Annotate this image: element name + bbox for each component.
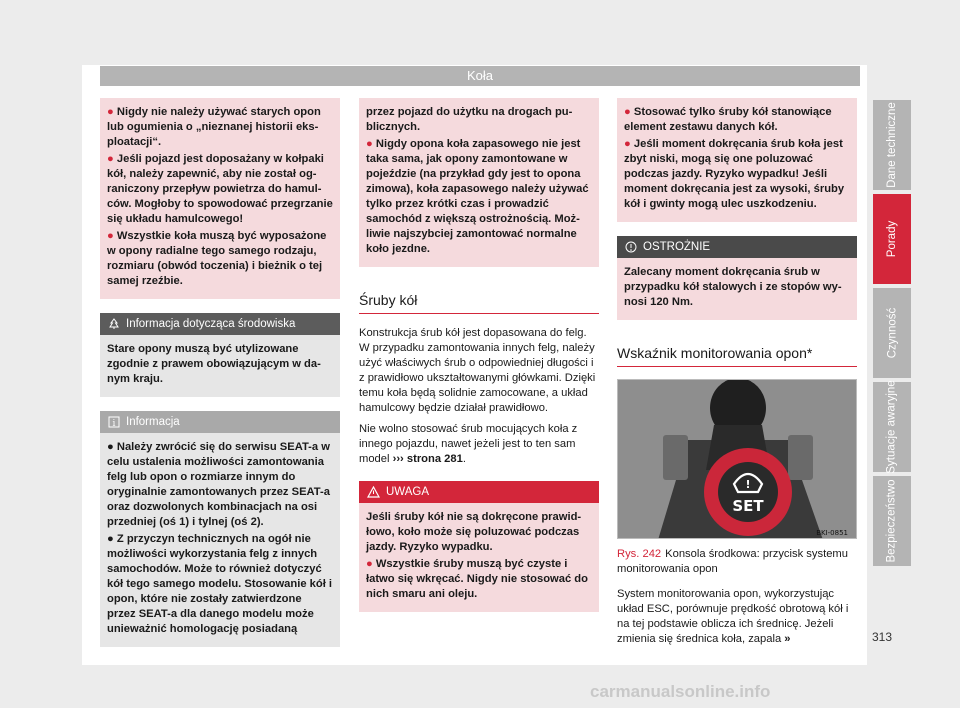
notice-box: OSTROŻNIE Zalecany moment dokręcania śrub w przypadku kół stalowych i ze stopów wynosi 120 Nm. xyxy=(617,236,857,320)
tab-czynnosc[interactable]: Czynność xyxy=(873,288,911,378)
tab-bezpieczenstwo[interactable]: Bezpieczeństwo xyxy=(873,476,911,566)
figure-code: BKI-0851 xyxy=(816,529,848,537)
bullet-icon: ● xyxy=(107,230,117,242)
notice-box-title: OSTROŻNIE xyxy=(643,241,711,253)
bullet-icon: ● xyxy=(624,106,634,118)
warning-triangle-icon xyxy=(367,486,380,498)
page-header: Koła xyxy=(100,66,860,86)
section-title-wheel-bolts: Śruby kół xyxy=(359,293,599,314)
figure-caption: Rys. 242 Konsola środkowa: przycisk systemu monitorowania opon xyxy=(617,548,848,575)
page-number: 313 xyxy=(872,630,893,644)
figure-tpms-button xyxy=(617,379,857,539)
column-3 xyxy=(617,98,857,653)
caution-box: UWAGA Jeśli śruby kół nie są dokręcone prawidłowo, koło może się poluzować podczas jazdy. Ryzyko wypadku. ● Wszystkie śruby muszą być czyste i łatwo się wkręcać. Nigdy nie stosować do nich smaru ani oleju. xyxy=(359,481,599,612)
info-box-title: Informacja xyxy=(126,416,180,428)
bullet-icon: ● xyxy=(107,106,117,118)
section-title-tpms: Wskaźnik monitorowania opon* xyxy=(617,346,857,367)
bullet-icon: ● xyxy=(366,138,376,150)
watermark: carmanualsonline.info xyxy=(590,682,771,701)
tab-dane-techniczne[interactable]: Dane techniczne xyxy=(873,100,911,190)
continued-arrow-icon: » xyxy=(784,633,791,645)
warning-continuation-box: ● Nigdy nie należy używać starych opon lub ogumienia o „nieznanej historii eksploatacji“. ● Jeśli pojazd jest doposażany w kołpaki kół, należy zapewnić, aby nie został ograniczony przepływ powietrza do hamulców. Mogłoby to spowodować przegrzanie się układu hamulcowego! ● Wszystkie koła muszą być wyposażone w opony radialne tego samego rodzaju, rozmiaru (obwód toczenia) i bieżnik o tej samej rzeźbie. xyxy=(100,98,340,299)
bullet-icon: ● xyxy=(107,153,117,165)
column-2: przez pojazd do użytku na drogach publicznych. ● Nigdy opona koła zapasowego nie jest taka sama, jak opony zamontowane w pojeździe (na przykład gdy jest to opona zimowa), koła zapasowego należy używać tylko przez krótki czas i prowadzić samochód z większą ostrożnością. Możliwie najszybciej zamontować normalne koło jezdne. Śruby kół Konstrukcja śrub kół jest dopasowana do felg. W przypadku zamontowania innych felg, należy użyć właściwych śrub o odpowiedniej długości i z prawidłowo ukształtowanymi główkami. Dzięki temu koła będą solidnie zamocowane, a układ hamulcowy będzie działał prawidłowo. Nie wolno stosować śrub mocujących koła z innego pojazdu, nawet jeżeli jest to ten sam model ››› strona 281. UWAGA Jeśli śruby kół nie są dokręcone prawidłowo, koło może się poluzować podczas jazdy. Ryzyko wypadku. ● Wszystkie śruby muszą być czyste i łatwo się wkręcać. Nigdy nie stosować do nich smaru ani oleju. xyxy=(359,98,599,612)
info-box: i Informacja ● Należy zwrócić się do serwisu SEAT-a w celu ustalenia możliwości zamontowania felg lub opon o rozmiarze innym do oryginalnie zamontowanych przez SEAT-a oraz dozwolonych kombinacjach na osi przedniej (oś 1) i tylnej (oś 2). ● Z przyczyn technicznych na ogół nie możliwości wykorzystania felg z innych samochodów. Może to również dotyczyć kół tego samego modelu. Stosowanie kół i opon, które nie zostały zatwierdzone przez SEAT-a dla danego modelu może unieważnić homologację posiadaną xyxy=(100,411,340,647)
svg-text:i: i xyxy=(112,419,116,428)
warning-continuation-box-3: ● Stosować tylko śruby kół stanowiące element zestawu danych kół. ● Jeśli moment dokręcania śrub koła jest zbyt niski, mogą się one poluzować podczas jazdy. Ryzyko wypadku! Jeśli moment dokręcania jest za wysoki, śruby kół i gwinty mogą ulec uszkodzeniu. xyxy=(617,98,857,222)
caution-box-title: UWAGA xyxy=(386,486,430,498)
set-button-label: SET xyxy=(732,497,764,515)
console-illustration xyxy=(618,380,857,539)
bullet-icon: ● xyxy=(624,138,634,150)
paragraph: Konstrukcja śrub kół jest dopasowana do felg. W przypadku zamontowania innych felg, należy użyć właściwych śrub o odpowiedniej długości i z prawidłowo ukształtowanymi główkami. Dzięki temu koła będą solidnie zamocowane, a układ hamulcowy będzie działał prawidłowo. xyxy=(359,327,596,414)
bullet-icon: ● xyxy=(366,558,376,570)
warning-continuation-box-2: przez pojazd do użytku na drogach publicznych. ● Nigdy opona koła zapasowego nie jest taka sama, jak opony zamontowane w pojeździe (na przykład gdy jest to opona zimowa), koła zapasowego należy używać tylko przez krótki czas i prowadzić samochód z większą ostrożnością. Możliwie najszybciej zamontować normalne koło jezdne. xyxy=(359,98,599,267)
svg-text:!: ! xyxy=(745,478,751,491)
tab-sytuacje-awaryjne[interactable]: Sytuacje awaryjne xyxy=(873,382,911,472)
page-reference-link[interactable]: ››› strona 281 xyxy=(392,453,463,465)
tab-porady[interactable]: Porady xyxy=(873,194,911,284)
column-1 xyxy=(100,98,340,647)
environment-box-title: Informacja dotycząca środowiska xyxy=(126,318,296,330)
environment-box-text: Stare opony muszą być utylizowane zgodnie z prawem obowiązującym w danym kraju. xyxy=(107,343,321,385)
paragraph: System monitorowania opon, wykorzystując układ ESC, porównuje prędkość obrotową kół i na tej podstawie oblicza ich średnicę. Jeżeli zmienia się średnica koła, zapala xyxy=(617,588,849,645)
environment-box xyxy=(100,313,340,397)
notice-icon xyxy=(625,241,637,253)
chapter-tabs xyxy=(873,100,911,570)
info-icon xyxy=(108,416,120,428)
environment-icon xyxy=(108,318,120,330)
